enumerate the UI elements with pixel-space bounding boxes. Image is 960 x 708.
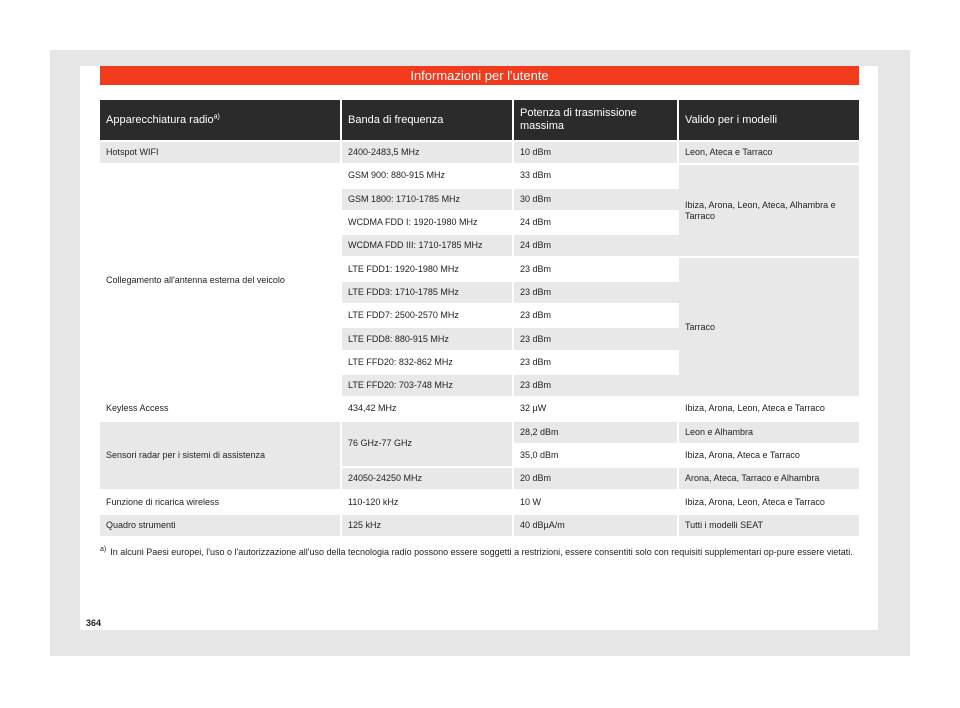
footnote <box>100 546 859 558</box>
cell-band: LTE FDD1: 1920-1980 MHz <box>342 256 514 279</box>
cell-power: 10 dBm <box>514 140 679 163</box>
cell-power: 23 dBm <box>514 256 679 279</box>
cell-band: LTE FDD7: 2500-2570 MHz <box>342 303 514 326</box>
footnote-mark: a) <box>100 546 107 553</box>
header-band: Banda di frequenza <box>342 100 514 140</box>
table-header-row <box>100 100 859 140</box>
cell-power: 23 dBm <box>514 303 679 326</box>
cell-equipment: Quadro strumenti <box>100 513 342 536</box>
cell-power: 10 W <box>514 489 679 512</box>
cell-models: Ibiza, Arona, Leon, Ateca, Alhambra e Tarraco <box>679 163 859 256</box>
cell-power: 23 dBm <box>514 326 679 349</box>
header-power: Potenza di trasmissione massima <box>514 100 679 140</box>
page-header <box>100 66 859 85</box>
cell-power: 24 dBm <box>514 210 679 233</box>
cell-band: 24050-24250 MHz <box>342 466 514 489</box>
cell-power: 20 dBm <box>514 466 679 489</box>
cell-power: 30 dBm <box>514 187 679 210</box>
cell-band: 434,42 MHz <box>342 396 514 419</box>
cell-equipment: Funzione di ricarica wireless <box>100 489 342 512</box>
cell-models: Tarraco <box>679 256 859 396</box>
table-row <box>100 489 859 512</box>
cell-band: LTE FDD8: 880-915 MHz <box>342 326 514 349</box>
cell-power: 23 dBm <box>514 350 679 373</box>
cell-models: Ibiza, Arona, Leon, Ateca e Tarraco <box>679 489 859 512</box>
cell-band: 76 GHz-77 GHz <box>342 420 514 467</box>
cell-power: 28,2 dBm <box>514 420 679 443</box>
cell-models: Ibiza, Arona, Leon, Ateca e Tarraco <box>679 396 859 419</box>
cell-band: LTE FFD20: 703-748 MHz <box>342 373 514 396</box>
table-row <box>100 163 859 186</box>
cell-equipment: Collegamento all'antenna esterna del veicolo <box>100 163 342 396</box>
table-row <box>100 513 859 536</box>
table-row <box>100 420 859 443</box>
cell-equipment: Sensori radar per i sistemi di assistenza <box>100 420 342 490</box>
cell-models: Tutti i modelli SEAT <box>679 513 859 536</box>
page-number: 364 <box>86 618 102 628</box>
cell-band: GSM 1800: 1710-1785 MHz <box>342 187 514 210</box>
cell-power: 24 dBm <box>514 233 679 256</box>
cell-power: 23 dBm <box>514 280 679 303</box>
cell-band: LTE FFD20: 832-862 MHz <box>342 350 514 373</box>
table-row <box>100 140 859 163</box>
cell-power: 33 dBm <box>514 163 679 186</box>
header-models: Valido per i modelli <box>679 100 859 140</box>
cell-band: WCDMA FDD I: 1920-1980 MHz <box>342 210 514 233</box>
radio-equipment-table <box>100 100 859 536</box>
cell-power: 35,0 dBm <box>514 443 679 466</box>
cell-band: WCDMA FDD III: 1710-1785 MHz <box>342 233 514 256</box>
cell-models: Ibiza, Arona, Ateca e Tarraco <box>679 443 859 466</box>
cell-models: Leon, Ateca e Tarraco <box>679 140 859 163</box>
cell-band: LTE FDD3: 1710-1785 MHz <box>342 280 514 303</box>
cell-power: 23 dBm <box>514 373 679 396</box>
cell-models: Leon e Alhambra <box>679 420 859 443</box>
cell-equipment: Hotspot WIFI <box>100 140 342 163</box>
footnote-text: In alcuni Paesi europei, l'uso o l'autorizzazione all'uso della tecnologia radio possono essere soggetti a restrizioni, essere consentiti solo con requisiti supplementari op-pure essere vietati. <box>110 547 853 557</box>
cell-models: Arona, Ateca, Tarraco e Alhambra <box>679 466 859 489</box>
page-header-title: Informazioni per l'utente <box>410 68 549 83</box>
cell-equipment: Keyless Access <box>100 396 342 419</box>
cell-power: 32 µW <box>514 396 679 419</box>
cell-band: 110-120 kHz <box>342 489 514 512</box>
header-equipment: Apparecchiatura radio$^{a)}$ <box>100 100 342 140</box>
cell-power: 40 dBµA/m <box>514 513 679 536</box>
table-row <box>100 396 859 419</box>
cell-band: 125 kHz <box>342 513 514 536</box>
cell-band: GSM 900: 880-915 MHz <box>342 163 514 186</box>
cell-band: 2400-2483,5 MHz <box>342 140 514 163</box>
